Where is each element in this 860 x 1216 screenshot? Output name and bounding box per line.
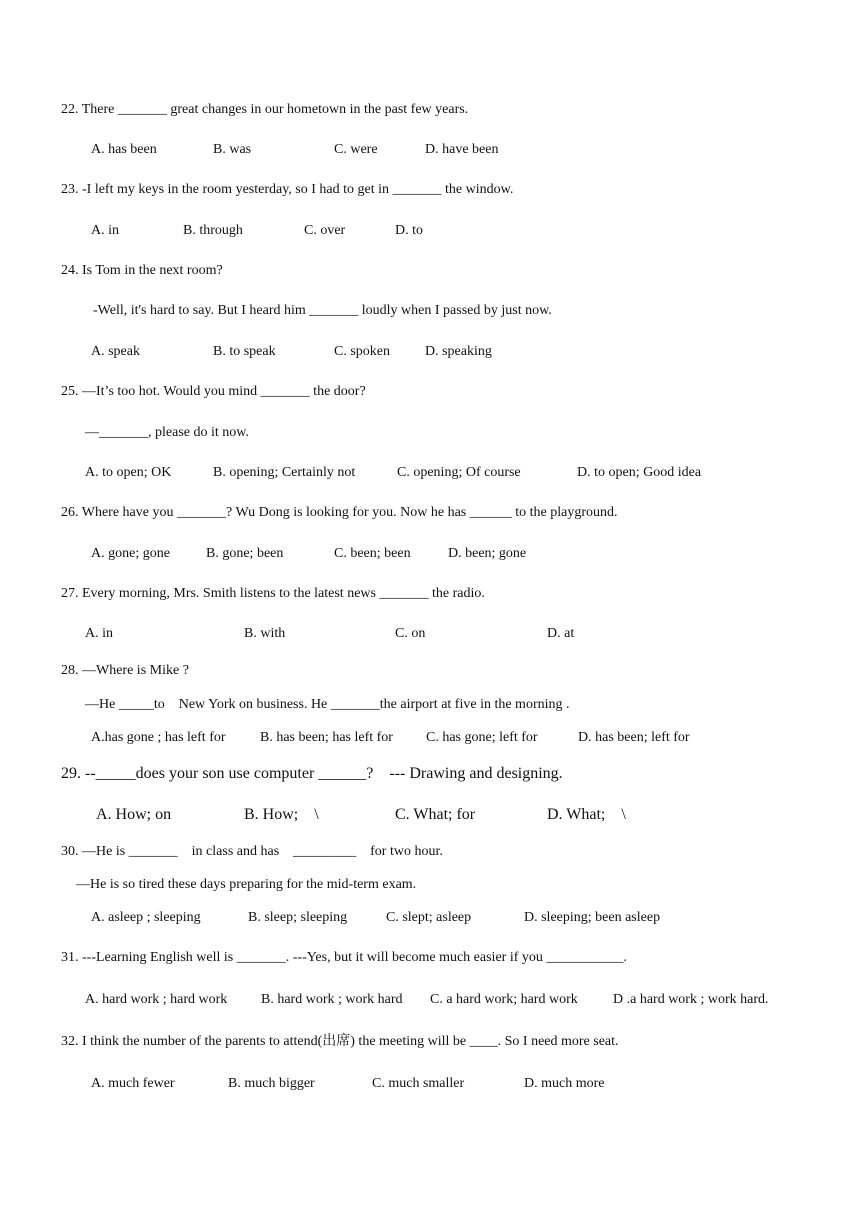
- q30-option-d: D. sleeping; been asleep: [524, 910, 661, 925]
- q31-option-b: B. hard work ; work hard: [261, 992, 403, 1007]
- q24-option-c: C. spoken: [334, 344, 390, 359]
- question-30-stem: 30. —He is _______ in class and has _________ for two hour.: [61, 844, 443, 859]
- question-25-reply: —_______, please do it now.: [85, 425, 249, 440]
- q26-option-d: D. been; gone: [448, 546, 527, 561]
- q29-option-d: D. What; \: [547, 806, 626, 823]
- question-31-stem: 31. ---Learning English well is _______. ---Yes, but it will become much easier if you ___________.: [61, 950, 627, 965]
- q23-option-b: B. through: [183, 223, 243, 238]
- q22-option-c: C. were: [334, 142, 378, 157]
- q32-option-a: A. much fewer: [91, 1076, 175, 1091]
- q27-option-a: A. in: [85, 626, 113, 641]
- q28-option-c: C. has gone; left for: [426, 730, 538, 745]
- question-29-stem: 29. --_____does your son use computer ______? --- Drawing and designing.: [61, 765, 563, 782]
- question-24-stem: 24. Is Tom in the next room?: [61, 263, 223, 278]
- q26-option-a: A. gone; gone: [91, 546, 170, 561]
- q28-option-a: A.has gone ; has left for: [91, 730, 226, 745]
- q31-option-d: D .a hard work ; work hard.: [613, 992, 769, 1007]
- q22-option-d: D. have been: [425, 142, 499, 157]
- q26-option-b: B. gone; been: [206, 546, 284, 561]
- q24-option-a: A. speak: [91, 344, 140, 359]
- q32-option-d: D. much more: [524, 1076, 605, 1091]
- q28-option-b: B. has been; has left for: [260, 730, 393, 745]
- question-26-stem: 26. Where have you _______? Wu Dong is looking for you. Now he has ______ to the playground.: [61, 505, 618, 520]
- q31-option-a: A. hard work ; hard work: [85, 992, 228, 1007]
- q30-option-c: C. slept; asleep: [386, 910, 472, 925]
- q28-option-d: D. has been; left for: [578, 730, 690, 745]
- q22-option-a: A. has been: [91, 142, 157, 157]
- q23-option-c: C. over: [304, 223, 346, 238]
- q25-option-b: B. opening; Certainly not: [213, 465, 356, 480]
- question-22-stem: 22. There _______ great changes in our hometown in the past few years.: [61, 102, 469, 117]
- q23-option-d: D. to: [395, 223, 423, 238]
- q24-option-d: D. speaking: [425, 344, 492, 359]
- q23-option-a: A. in: [91, 223, 119, 238]
- q29-option-a: A. How; on: [96, 806, 172, 823]
- q27-option-b: B. with: [244, 626, 286, 641]
- q29-option-b: B. How; \: [244, 806, 319, 823]
- q22-option-b: B. was: [213, 142, 252, 157]
- q26-option-c: C. been; been: [334, 546, 411, 561]
- question-27-stem: 27. Every morning, Mrs. Smith listens to the latest news _______ the radio.: [61, 586, 485, 601]
- q29-option-c: C. What; for: [395, 806, 476, 823]
- q24-option-b: B. to speak: [213, 344, 276, 359]
- q31-option-c: C. a hard work; hard work: [430, 992, 578, 1007]
- q25-option-d: D. to open; Good idea: [577, 465, 702, 480]
- q27-option-d: D. at: [547, 626, 575, 641]
- question-25-stem: 25. —It’s too hot. Would you mind _______ the door?: [61, 384, 366, 399]
- question-28-reply: —He _____to New York on business. He _______the airport at five in the morning .: [85, 697, 570, 712]
- question-28-stem: 28. —Where is Mike ?: [61, 663, 189, 678]
- q30-option-b: B. sleep; sleeping: [248, 910, 348, 925]
- question-32-stem: 32. I think the number of the parents to attend(出席) the meeting will be ____. So I need more seat.: [61, 1034, 619, 1049]
- q30-option-a: A. asleep ; sleeping: [91, 910, 201, 925]
- question-23-stem: 23. -I left my keys in the room yesterday, so I had to get in _______ the window.: [61, 182, 514, 197]
- question-24-reply: -Well, it's hard to say. But I heard him _______ loudly when I passed by just now.: [93, 303, 552, 318]
- q32-option-c: C. much smaller: [372, 1076, 465, 1091]
- q25-option-c: C. opening; Of course: [397, 465, 521, 480]
- q25-option-a: A. to open; OK: [85, 465, 172, 480]
- question-30-reply: —He is so tired these days preparing for the mid-term exam.: [76, 877, 417, 892]
- q27-option-c: C. on: [395, 626, 426, 641]
- q32-option-b: B. much bigger: [228, 1076, 315, 1091]
